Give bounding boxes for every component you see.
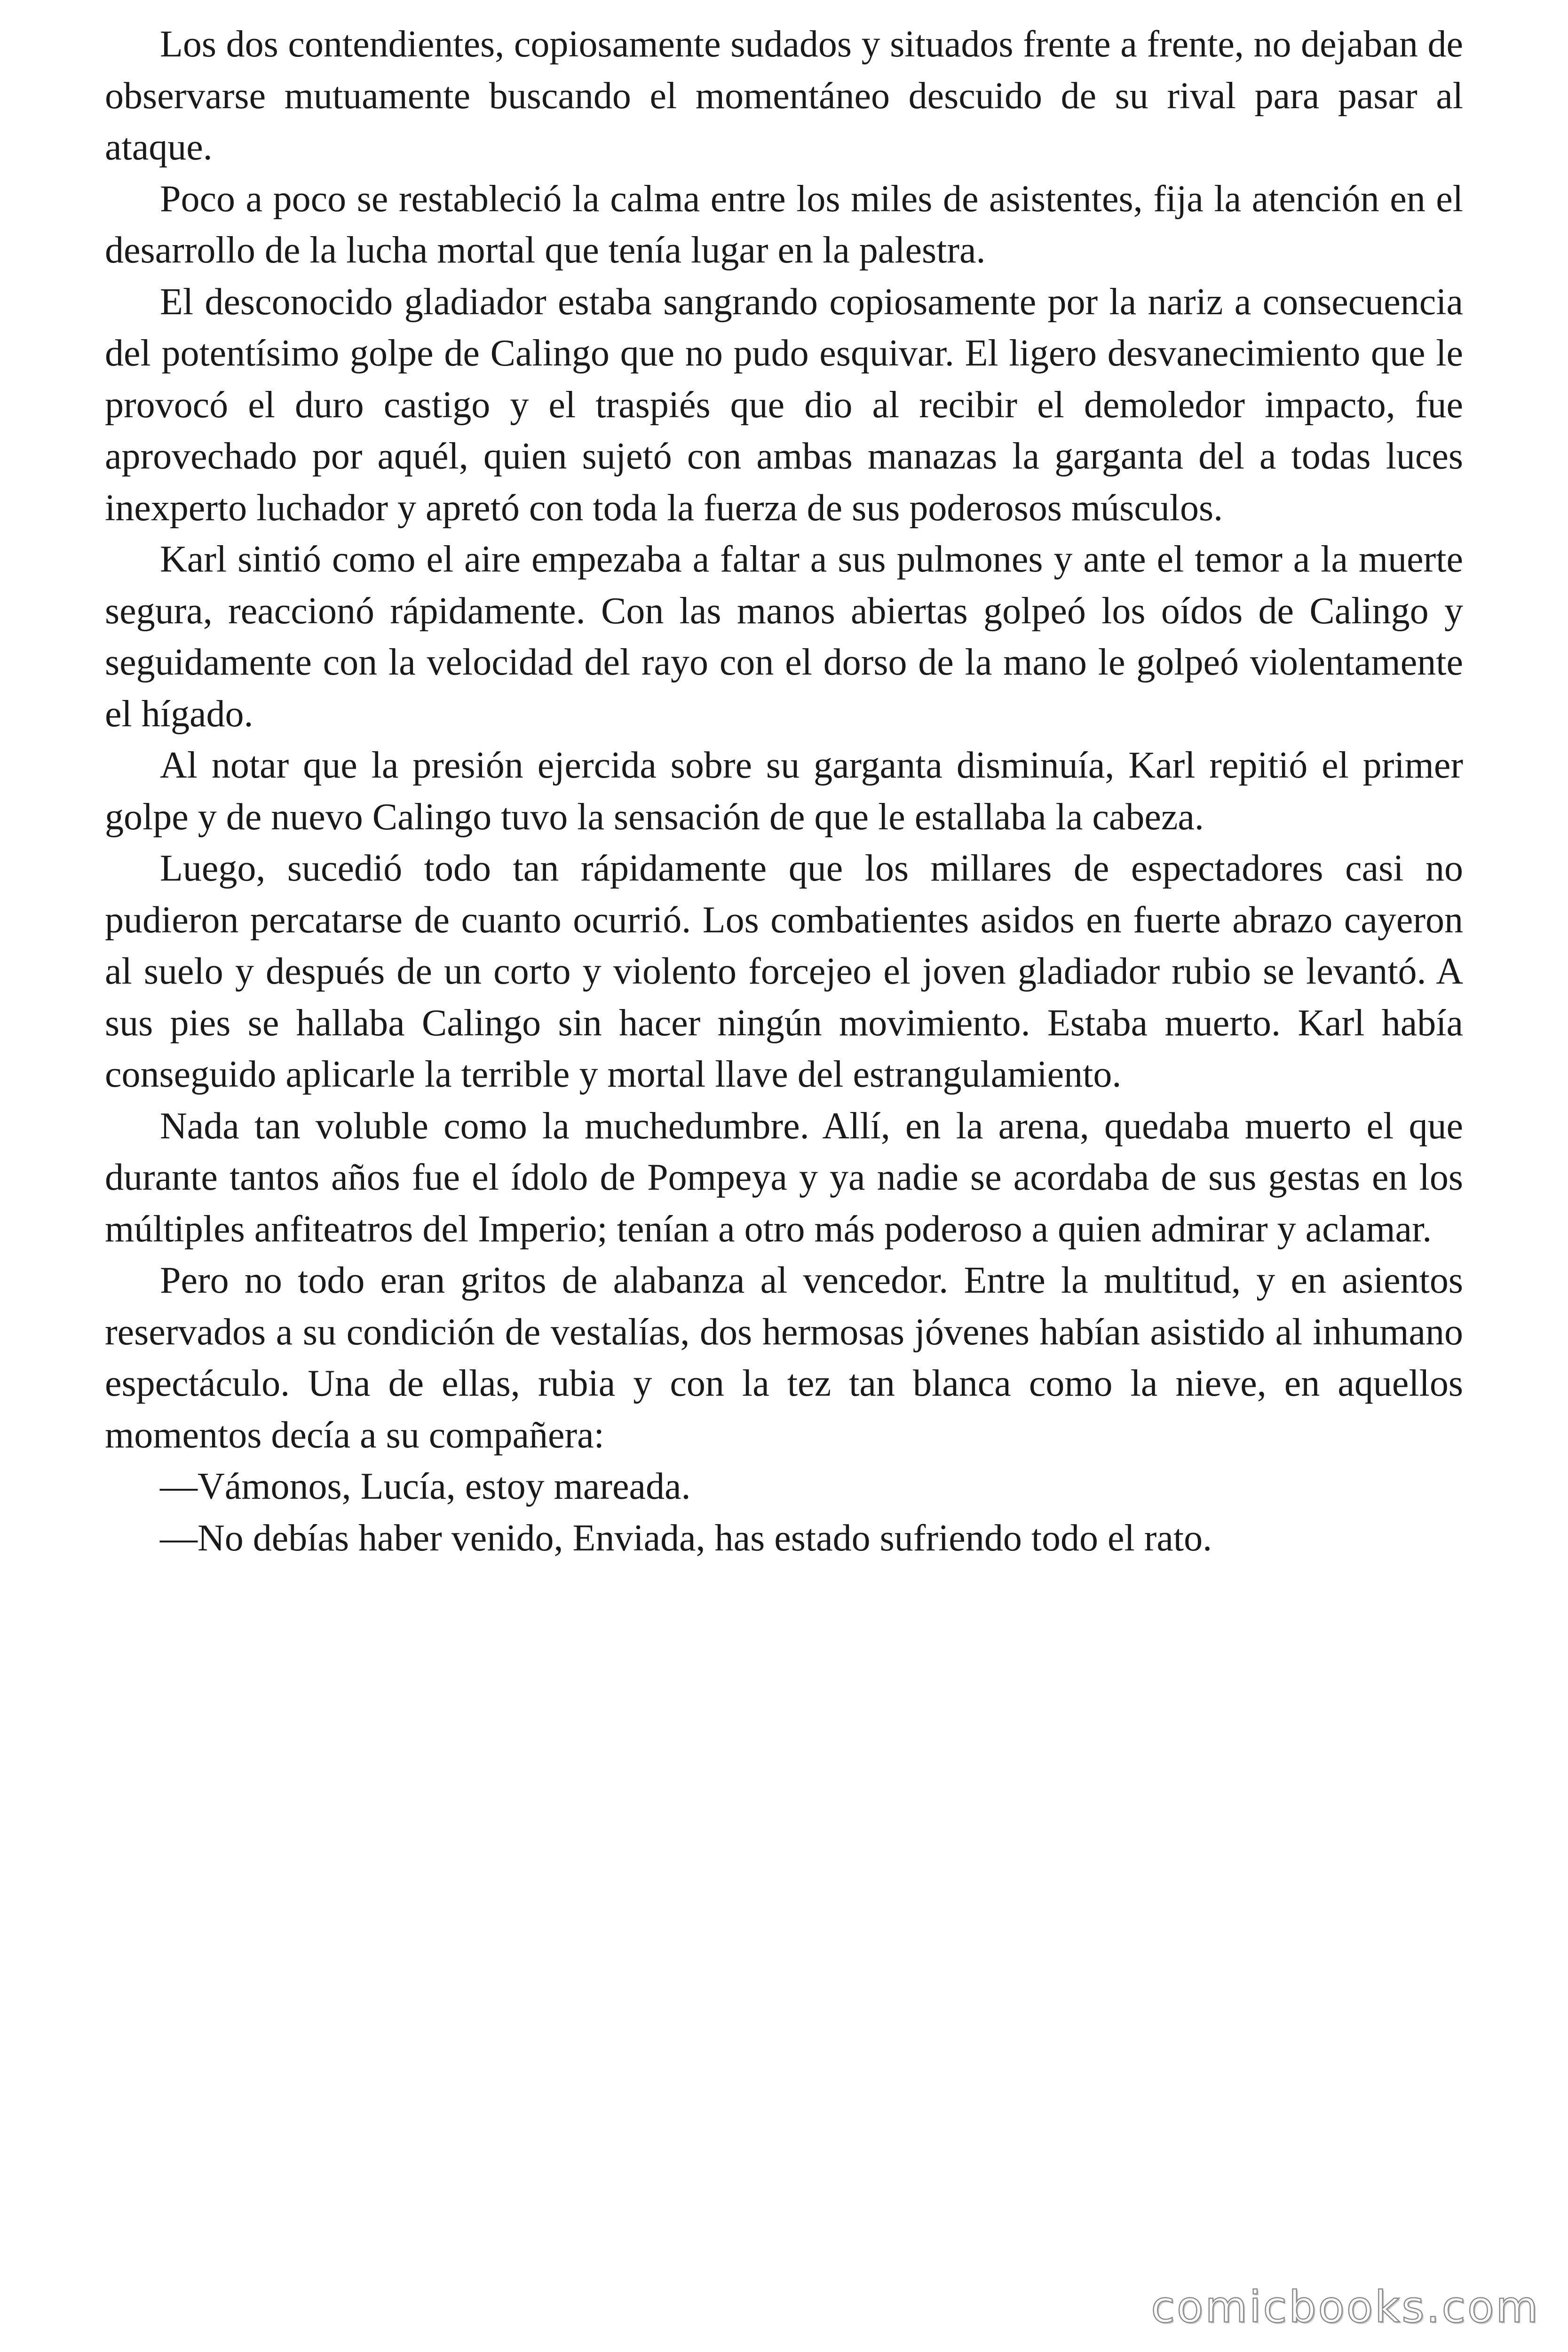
paragraph-7: Nada tan voluble como la muchedumbre. Allí, en la arena, quedaba muerto el que durante tantos años fue el ídolo de Pompeya y ya nadie se acordaba de sus gestas en los múltiples anfiteatros del Imperio; tenían a otro más poderoso a quien admirar y aclamar. xyxy=(105,1105,1463,1250)
paragraph-3: El desconocido gladiador estaba sangrando copiosamente por la nariz a consecuencia del potentísimo golpe de Calingo que no pudo esquivar. El ligero desvanecimiento que le provocó el duro castigo y el traspiés que dio al recibir el demoledor impacto, fue aprovechado por aquél, quien sujetó con ambas manazas la garganta del a todas luces inexperto luchador y apretó con toda la fuerza de sus poderosos músculos. xyxy=(105,281,1463,529)
paragraph-6: Luego, sucedió todo tan rápidamente que los millares de espectadores casi no pudieron percatarse de cuanto ocurrió. Los combatientes asidos en fuerte abrazo cayeron al suelo y después de un corto y violento forcejeo el joven gladiador rubio se levantó. A sus pies se hallaba Calingo sin hacer ningún movimiento. Estaba muerto. Karl había conseguido aplicarle la terrible y mortal llave del estrangulamiento. xyxy=(105,848,1463,1095)
paragraph-1: Los dos contendientes, copiosamente sudados y situados frente a frente, no dejaban de observarse mutuamente buscando el momentáneo descuido de su rival para pasar al ataque. xyxy=(105,24,1463,168)
dialogue-line-2: —No debías haber venido, Enviada, has estado sufriendo todo el rato. xyxy=(160,1517,1212,1559)
watermark: comicbooks.com xyxy=(1151,2282,1540,2332)
dialogue-line-1: —Vámonos, Lucía, estoy mareada. xyxy=(160,1466,691,1507)
paragraph-8: Pero no todo eran gritos de alabanza al vencedor. Entre la multitud, y en asientos reservados a su condición de vestalías, dos hermosas jóvenes habían asistido al inhumano espectáculo. Una de ellas, rubia y con la tez tan blanca como la nieve, en aquellos momentos decía a su compañera: xyxy=(105,1260,1463,1456)
paragraph-4: Karl sintió como el aire empezaba a faltar a sus pulmones y ante el temor a la muerte segura, reaccionó rápidamente. Con las manos abiertas golpeó los oídos de Calingo y seguidamente con la velocidad del rayo con el dorso de la mano le golpeó violentamente el hígado. xyxy=(105,539,1463,735)
paragraph-2: Poco a poco se restableció la calma entre los miles de asistentes, fija la atención en el desarrollo de la lucha mortal que tenía lugar en la palestra. xyxy=(105,178,1463,271)
body-text xyxy=(105,19,1463,1564)
paragraph-5: Al notar que la presión ejercida sobre su garganta disminuía, Karl repitió el primer golpe y de nuevo Calingo tuvo la sensación de que le estallaba la cabeza. xyxy=(105,745,1463,838)
